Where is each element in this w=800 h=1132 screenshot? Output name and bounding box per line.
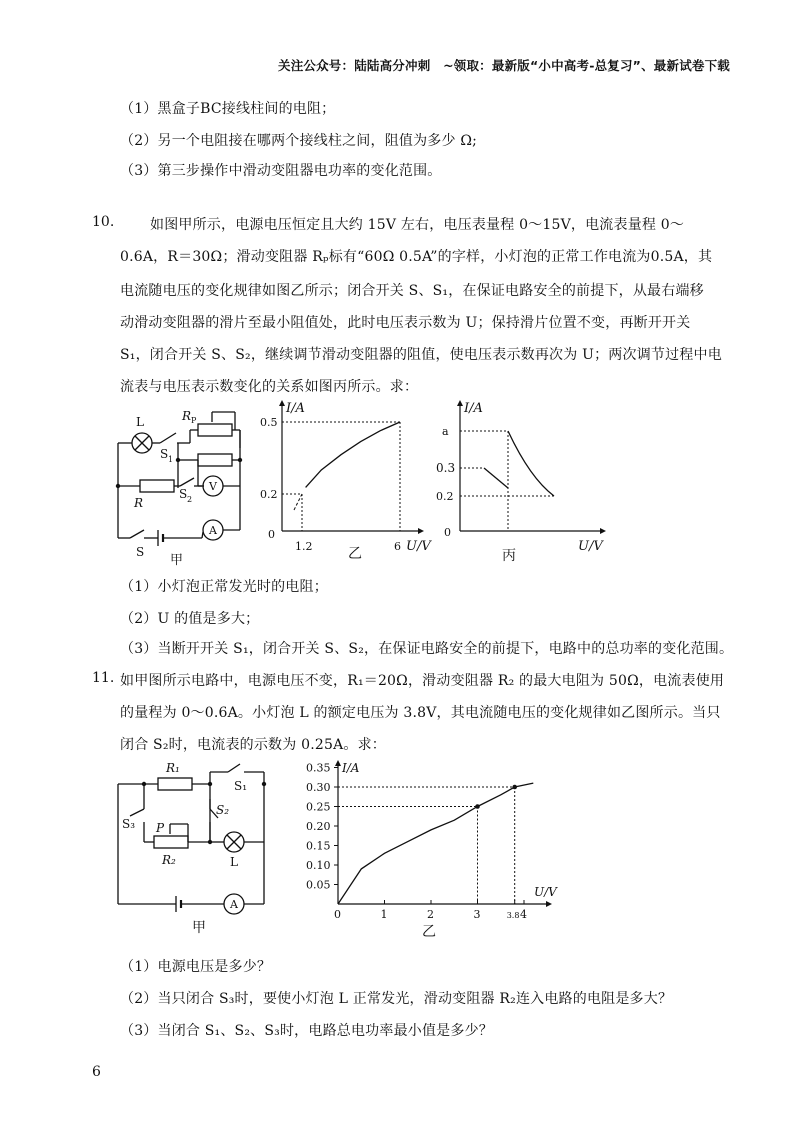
q11-xtick-label: 1 (380, 908, 388, 921)
q11-line-2: 的量程为 0～0.6A。小灯泡 L 的额定电压为 3.8V，其电流随电压的变化规律如乙图所示。当只 (120, 705, 721, 721)
q10-label-S2: S (179, 487, 188, 501)
q10-bing-ytick-0.3: 0.3 (436, 461, 456, 475)
q11-item-2: （2）当只闭合 S₃时，要使小灯泡 L 正常发光，滑动变阻器 R₂连入电路的电阻是多大？ (120, 991, 673, 1007)
q11-ytick-label: 0.25 (306, 800, 331, 814)
q10-label-S: S (136, 545, 145, 559)
q10-chart-bing (436, 400, 606, 564)
q11-item-1: （1）电源电压是多少？ (120, 959, 272, 975)
q10-chart-yi (260, 400, 432, 562)
q10-ammeter-icon: A (209, 524, 217, 537)
q11-ytick-label: 0.35 (306, 761, 331, 775)
q11-label-P: P (156, 821, 165, 835)
q10-bing-ytick-0.2: 0.2 (436, 490, 454, 503)
q10-yi-xtick-1.2: 1.2 (295, 540, 313, 553)
q10-yi-ylabel: I/A (286, 401, 305, 416)
q11-item-3: （3）当闭合 S₁、S₂、S₃时，电路总电功率最小值是多少？ (120, 1023, 493, 1039)
q10-item-1: （1）小灯泡正常发光时的电阻； (120, 579, 328, 595)
q11-label-R1: R₁ (166, 761, 180, 775)
q11-ytick-label: 0.15 (306, 839, 331, 853)
q10-label-S1: S (160, 447, 169, 461)
q10-label-S1-sub: 1 (168, 455, 174, 464)
prev-item-2: （2）另一个电阻接在哪两个接线柱之间，阻值为多少 Ω; (120, 133, 478, 149)
page-number: 6 (92, 1064, 101, 1080)
q11-ammeter-icon: A (230, 898, 238, 911)
q10-line-6: 流表与电压表示数变化的关系如图丙所示。求： (120, 379, 419, 395)
q11-ylabel: I/A (342, 761, 360, 775)
q10-bing-caption: 丙 (502, 548, 516, 564)
q11-line-3: 闭合 S₂时，电流表的示数为 0.25A。求： (120, 737, 386, 753)
q11-circuit-caption: 甲 (192, 920, 206, 936)
q11-xtick-label: 3.8 (506, 911, 520, 920)
q10-label-R: R (134, 496, 144, 510)
q11-chart-caption: 乙 (422, 924, 436, 940)
q10-yi-ytick-0.2: 0.2 (260, 488, 278, 501)
q10-line-5: S₁，闭合开关 S、S₂，继续调节滑动变阻器的阻值，使电压表示数再次为 U；两次调节过程中电 (120, 347, 722, 363)
q11-xtick-label: 0 (334, 908, 341, 921)
q10-yi-caption: 乙 (348, 546, 362, 562)
q11-figures (110, 754, 580, 944)
q11-ytick-label: 0.05 (306, 878, 331, 892)
page-header: 关注公众号：陆陆高分冲刺 ~领取：最新版“小中高考-总复习”、最新试卷下载 (278, 58, 730, 73)
q10-bing-ytick-a: a (442, 425, 449, 438)
q10-yi-origin: 0 (268, 528, 275, 541)
q11-label-S1: S₁ (234, 779, 248, 793)
q11-label-S3: S₃ (122, 817, 136, 831)
q10-line-2: 0.6A，R＝30Ω；滑动变阻器 Rₚ标有“60Ω 0.5A”的字样，小灯泡的正常工作电流为0.5A，其 (120, 249, 713, 265)
q10-label-L: L (136, 415, 144, 429)
q10-voltmeter-icon: V (209, 480, 217, 493)
q10-line-3: 电流随电压的变化规律如图乙所示；闭合开关 S、S₁，在保证电路安全的前提下，从最右端移 (120, 283, 704, 299)
prev-item-3: （3）第三步操作中滑动变阻器电功率的变化范围。 (120, 163, 442, 179)
q11-xtick-label: 2 (427, 908, 434, 921)
q10-line-4: 动滑动变阻器的滑片至最小阻值处，此时电压表示数为 U；保持滑片位置不变，再断开开关 (120, 315, 691, 331)
q11-point-3V (475, 804, 480, 809)
q10-bing-ytick-0: 0 (444, 526, 451, 539)
q10-bing-ylabel: I/A (464, 401, 483, 416)
q10-figures (100, 398, 620, 568)
q10-yi-xtick-6: 6 (394, 540, 401, 553)
q11-ytick-label: 0.20 (306, 820, 331, 833)
q11-label-R2: R₂ (162, 853, 176, 867)
q10-bing-xlabel: U/V (578, 539, 603, 554)
q11-xlabel: U/V (534, 885, 557, 899)
q11-label-L: L (230, 855, 238, 869)
q10-item-3: （3）当断开开关 S₁，闭合开关 S、S₂，在保证电路安全的前提下，电路中的总功率的变化范围。 (120, 641, 734, 657)
prev-item-1: （1）黑盒子BC接线柱间的电阻； (120, 101, 336, 117)
q10-item-2: （2）U 的值是多大； (120, 611, 260, 627)
q11-ytick-label: 0.10 (306, 859, 331, 872)
q10-label-Rp: R (182, 409, 192, 423)
q11-point-3.8V (512, 785, 517, 790)
q10-circuit (118, 412, 240, 546)
q10-number: 10. (92, 214, 115, 230)
q11-xtick-label: 3 (473, 908, 481, 921)
q10-yi-curve (306, 422, 400, 487)
q11-curve (338, 783, 533, 904)
q11-chart (306, 760, 558, 940)
q10-yi-ytick-0.5: 0.5 (260, 416, 278, 429)
q10-circuit-caption: 甲 (170, 553, 184, 568)
q10-line-1: 如图甲所示，电源电压恒定且大约 15V 左右，电压表量程 0～15V，电流表量程 0～ (150, 217, 685, 233)
q11-number: 11. (92, 670, 115, 686)
q11-line-1: 如甲图所示电路中，电源电压不变，R₁＝20Ω，滑动变阻器 R₂ 的最大电阻为 50Ω，电流表使用 (120, 673, 725, 689)
q11-xtick-label: 4 (520, 908, 527, 921)
q11-ytick-label: 0.30 (306, 781, 331, 794)
q10-yi-xlabel: U/V (406, 539, 431, 554)
q11-label-S2: S₂ (216, 803, 230, 817)
q10-label-Rp-sub: P (191, 416, 197, 425)
q10-label-S2-sub: 2 (187, 495, 193, 504)
